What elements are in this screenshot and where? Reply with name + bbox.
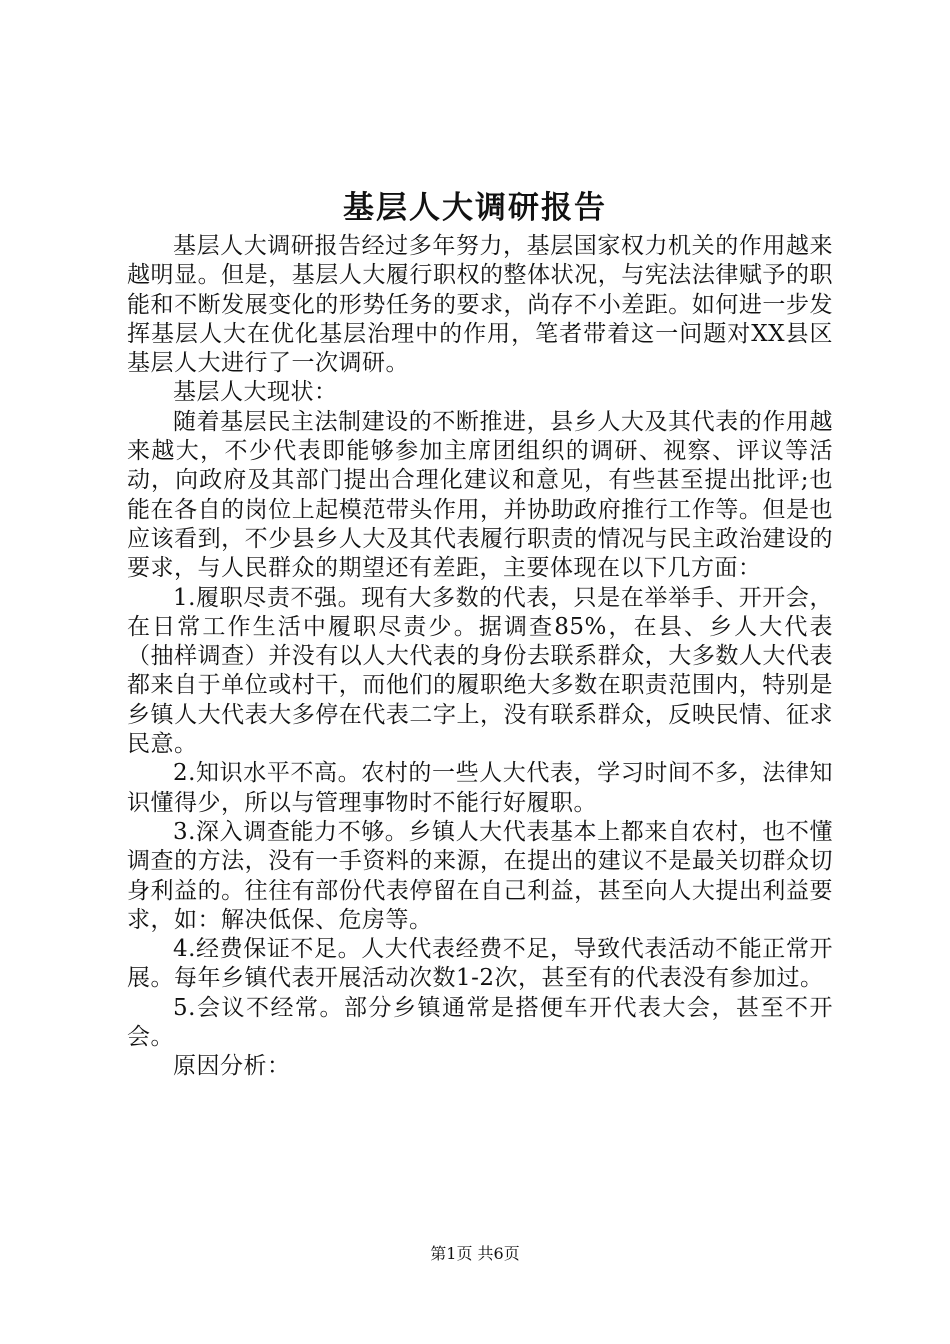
- paragraph-item-3: 3.深入调查能力不够。乡镇人大代表基本上都来自农村，也不懂调查的方法，没有一手资料的来源，在提出的建议不是最关切群众切身利益的。往往有部份代表停留在自己利益，甚至向人大提出利益要求，如：解决低保、危房等。: [127, 818, 833, 933]
- paragraph-status: 随着基层民主法制建设的不断推进，县乡人大及其代表的作用越来越大，不少代表即能够参加主席团组织的调研、视察、评议等活动，向政府及其部门提出合理化建议和意见，有些甚至提出批评;也能在各自的岗位上起模范带头作用，并协助政府推行工作等。但是也应该看到，不少县乡人大及其代表履行职责的情况与民主政治建设的要求，与人民群众的期望还有差距，主要体现在以下几方面：: [127, 408, 833, 582]
- paragraph-item-1: 1.履职尽责不强。现有大多数的代表，只是在举举手、开开会，在日常工作生活中履职尽责少。据调查85%，在县、乡人大代表（抽样调查）并没有以人大代表的身份去联系群众，大多数人大代表都来自于单位或村干，而他们的履职绝大多数在职责范围内，特别是乡镇人大代表大多停在代表二字上，没有联系群众，反映民情、征求民意。: [127, 584, 833, 758]
- paragraph-item-5: 5.会议不经常。部分乡镇通常是搭便车开代表大会，甚至不开会。: [127, 994, 833, 1051]
- paragraph-intro: 基层人大调研报告经过多年努力，基层国家权力机关的作用越来越明显。但是，基层人大履行职权的整体状况，与宪法法律赋予的职能和不断发展变化的形势任务的要求，尚存不小差距。如何进一步发挥基层人大在优化基层治理中的作用，笔者带着这一问题对XX县区基层人大进行了一次调研。: [127, 233, 833, 377]
- page-footer: 第1页 共6页: [430, 1244, 520, 1263]
- document-title: 基层人大调研报告: [343, 190, 607, 226]
- paragraph-heading-status: 基层人大现状：: [173, 379, 338, 406]
- paragraph-item-4: 4.经费保证不足。人大代表经费不足，导致代表活动不能正常开展。每年乡镇代表开展活动次数1-2次，甚至有的代表没有参加过。: [127, 936, 833, 992]
- document-body: [127, 232, 833, 1082]
- paragraph-item-2: 2.知识水平不高。农村的一些人大代表，学习时间不多，法律知识懂得少，所以与管理事物时不能行好履职。: [127, 760, 833, 816]
- paragraph-heading-causes: 原因分析：: [173, 1053, 291, 1080]
